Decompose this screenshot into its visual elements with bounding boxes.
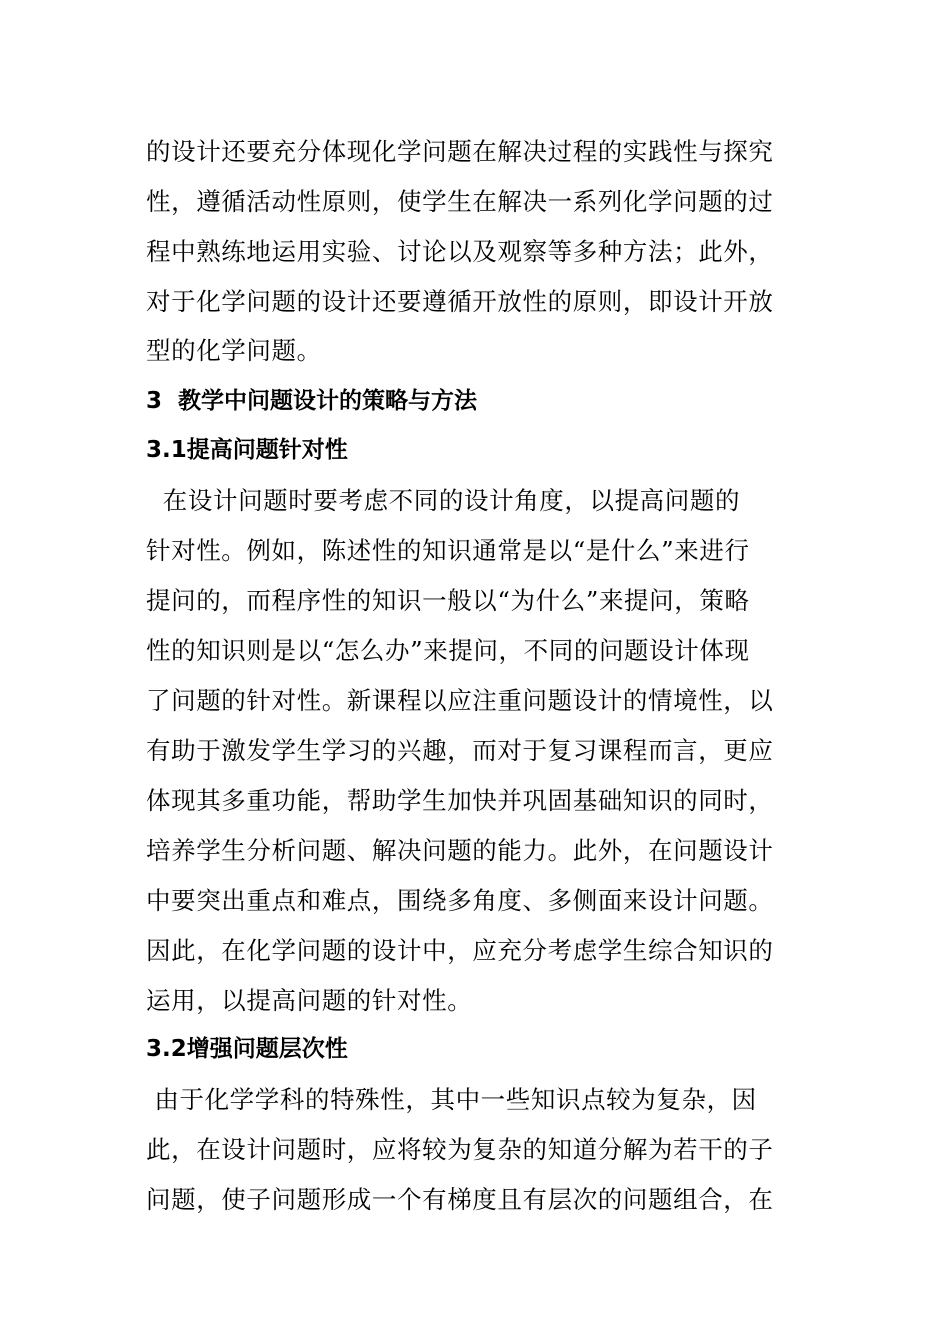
paragraph-line: 提问的，而程序性的知识一般以“为什么”来提问，策略: [146, 586, 750, 615]
paragraph-line: 了问题的针对性。新课程以应注重问题设计的情境性，以: [146, 686, 774, 715]
paragraph-line: 对于化学问题的设计还要遵循开放性的原则，即设计开放: [146, 287, 774, 316]
paragraph-line: 中要突出重点和难点，围绕多角度、多侧面来设计问题。: [146, 886, 774, 915]
paragraph-line: 此，在设计问题时，应将较为复杂的知道分解为若干的子: [146, 1135, 774, 1164]
subsection-heading: 3.1提高问题针对性: [146, 437, 348, 463]
paragraph-line: 有助于激发学生学习的兴趣，而对于复习课程而言，更应: [146, 736, 774, 765]
paragraph-line: 由于化学学科的特殊性，其中一些知识点较为复杂，因: [146, 1085, 757, 1114]
paragraph-line: 型的化学问题。: [146, 336, 322, 365]
paragraph-line: 程中熟练地运用实验、讨论以及观察等多种方法；此外，: [146, 237, 774, 266]
paragraph-line: 运用，以提高问题的针对性。: [146, 986, 473, 1015]
paragraph-line: 问题，使子问题形成一个有梯度且有层次的问题组合，在: [146, 1185, 774, 1214]
subsection-heading: 3.2增强问题层次性: [146, 1036, 348, 1062]
paragraph-line: 针对性。例如，陈述性的知识通常是以“是什么”来进行: [146, 536, 750, 565]
paragraph-line: 培养学生分析问题、解决问题的能力。此外，在问题设计: [146, 836, 774, 865]
paragraph-line: 的设计还要充分体现化学问题在解决过程的实践性与探究: [146, 137, 774, 166]
paragraph-line: 性，遵循活动性原则，使学生在解决一系列化学问题的过: [146, 187, 774, 216]
paragraph-line: 在设计问题时要考虑不同的设计角度，以提高问题的: [146, 486, 741, 515]
paragraph-line: 性的知识则是以“怎么办”来提问，不同的问题设计体现: [146, 636, 750, 665]
section-heading: 3 教学中问题设计的策略与方法: [146, 388, 478, 414]
paragraph-line: 体现其多重功能，帮助学生加快并巩固基础知识的同时，: [146, 786, 774, 815]
paragraph-line: 因此，在化学问题的设计中，应充分考虑学生综合知识的: [146, 936, 774, 965]
